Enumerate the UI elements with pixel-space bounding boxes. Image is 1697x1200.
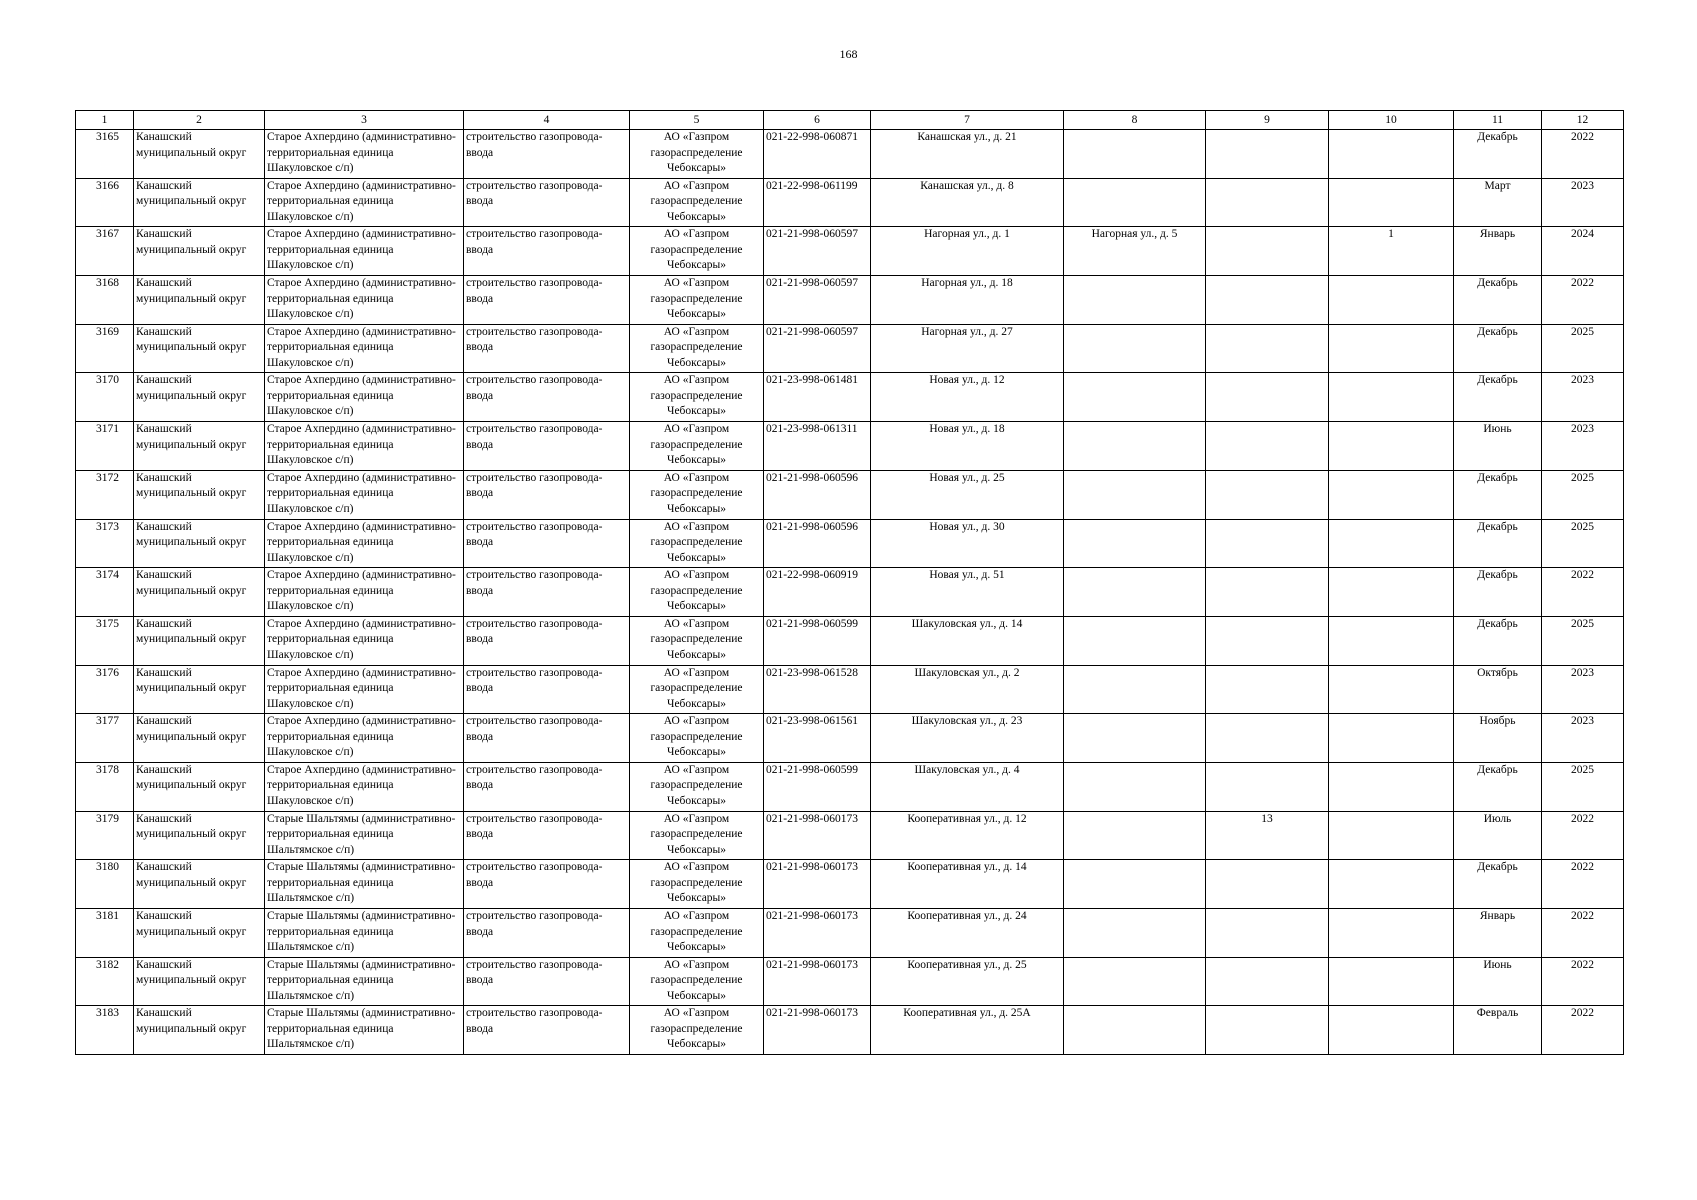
column-header: 6 [764,111,871,130]
cell-col-9 [1206,178,1329,227]
cell-district: Канашский муниципальный округ [134,957,265,1006]
cell-row-number: 3172 [76,470,134,519]
table-row [76,276,1624,325]
cell-address: Новая ул., д. 18 [871,422,1064,471]
cell-col-8 [1064,616,1206,665]
cell-settlement: Старое Ахпердино (административно-территориальная единица Шакуловское с/п) [265,227,464,276]
cell-col-10 [1329,276,1454,325]
cell-work-type: строительство газопровода-ввода [464,422,630,471]
cell-work-type: строительство газопровода-ввода [464,811,630,860]
cell-address: Канашская ул., д. 21 [871,130,1064,179]
cell-month: Ноябрь [1454,714,1542,763]
cell-district: Канашский муниципальный округ [134,616,265,665]
cell-col-8 [1064,811,1206,860]
column-header: 1 [76,111,134,130]
table-row [76,909,1624,958]
cell-settlement: Старое Ахпердино (административно-территориальная единица Шакуловское с/п) [265,616,464,665]
cell-col-10 [1329,568,1454,617]
cell-work-type: строительство газопровода-ввода [464,762,630,811]
cell-organization: АО «Газпром газораспределение Чебоксары» [630,714,764,763]
table-row [76,422,1624,471]
cell-year: 2025 [1542,519,1624,568]
cell-object-code: 021-23-998-061481 [764,373,871,422]
cell-district: Канашский муниципальный округ [134,665,265,714]
cell-district: Канашский муниципальный округ [134,714,265,763]
cell-organization: АО «Газпром газораспределение Чебоксары» [630,130,764,179]
cell-organization: АО «Газпром газораспределение Чебоксары» [630,470,764,519]
cell-settlement: Старые Шальтямы (административно-территориальная единица Шальтямское с/п) [265,909,464,958]
cell-object-code: 021-21-998-060173 [764,909,871,958]
table-row [76,714,1624,763]
table-row [76,470,1624,519]
cell-month: Июль [1454,811,1542,860]
table-row [76,665,1624,714]
cell-district: Канашский муниципальный округ [134,324,265,373]
cell-year: 2023 [1542,665,1624,714]
cell-settlement: Старые Шальтямы (административно-территориальная единица Шальтямское с/п) [265,860,464,909]
cell-year: 2022 [1542,130,1624,179]
cell-col-8 [1064,957,1206,1006]
cell-organization: АО «Газпром газораспределение Чебоксары» [630,811,764,860]
cell-col-10 [1329,422,1454,471]
cell-work-type: строительство газопровода-ввода [464,276,630,325]
cell-row-number: 3171 [76,422,134,471]
cell-year: 2024 [1542,227,1624,276]
cell-object-code: 021-22-998-060919 [764,568,871,617]
cell-year: 2023 [1542,714,1624,763]
page-number: 168 [839,47,858,61]
cell-col-9 [1206,422,1329,471]
cell-col-9 [1206,665,1329,714]
table-row [76,519,1624,568]
cell-organization: АО «Газпром газораспределение Чебоксары» [630,568,764,617]
cell-row-number: 3180 [76,860,134,909]
cell-col-9 [1206,568,1329,617]
cell-object-code: 021-21-998-060596 [764,519,871,568]
cell-settlement: Старое Ахпердино (административно-территориальная единица Шакуловское с/п) [265,130,464,179]
cell-organization: АО «Газпром газораспределение Чебоксары» [630,616,764,665]
column-header: 11 [1454,111,1542,130]
cell-object-code: 021-21-998-060173 [764,957,871,1006]
cell-settlement: Старые Шальтямы (административно-территориальная единица Шальтямское с/п) [265,957,464,1006]
cell-work-type: строительство газопровода-ввода [464,1006,630,1055]
cell-col-10 [1329,665,1454,714]
cell-col-8 [1064,373,1206,422]
cell-month: Июнь [1454,422,1542,471]
cell-organization: АО «Газпром газораспределение Чебоксары» [630,373,764,422]
cell-work-type: строительство газопровода-ввода [464,860,630,909]
cell-address: Шакуловская ул., д. 23 [871,714,1064,763]
cell-work-type: строительство газопровода-ввода [464,519,630,568]
cell-address: Новая ул., д. 51 [871,568,1064,617]
cell-year: 2025 [1542,616,1624,665]
cell-object-code: 021-21-998-060599 [764,616,871,665]
cell-year: 2025 [1542,762,1624,811]
cell-col-9 [1206,1006,1329,1055]
column-header: 3 [265,111,464,130]
cell-col-9 [1206,130,1329,179]
cell-district: Канашский муниципальный округ [134,762,265,811]
table-row [76,178,1624,227]
cell-address: Шакуловская ул., д. 14 [871,616,1064,665]
cell-col-9 [1206,616,1329,665]
cell-year: 2025 [1542,324,1624,373]
cell-row-number: 3181 [76,909,134,958]
cell-row-number: 3166 [76,178,134,227]
cell-col-10 [1329,860,1454,909]
cell-district: Канашский муниципальный округ [134,422,265,471]
cell-month: Декабрь [1454,130,1542,179]
cell-row-number: 3179 [76,811,134,860]
cell-address: Новая ул., д. 30 [871,519,1064,568]
cell-settlement: Старое Ахпердино (административно-территориальная единица Шакуловское с/п) [265,762,464,811]
cell-district: Канашский муниципальный округ [134,227,265,276]
cell-col-10 [1329,957,1454,1006]
cell-work-type: строительство газопровода-ввода [464,665,630,714]
cell-address: Канашская ул., д. 8 [871,178,1064,227]
cell-col-8 [1064,470,1206,519]
cell-address: Кооперативная ул., д. 14 [871,860,1064,909]
cell-work-type: строительство газопровода-ввода [464,714,630,763]
cell-row-number: 3174 [76,568,134,617]
cell-organization: АО «Газпром газораспределение Чебоксары» [630,957,764,1006]
cell-district: Канашский муниципальный округ [134,811,265,860]
cell-year: 2023 [1542,178,1624,227]
cell-month: Январь [1454,909,1542,958]
cell-work-type: строительство газопровода-ввода [464,178,630,227]
cell-settlement: Старое Ахпердино (административно-территориальная единица Шакуловское с/п) [265,714,464,763]
cell-settlement: Старые Шальтямы (административно-территориальная единица Шальтямское с/п) [265,811,464,860]
cell-organization: АО «Газпром газораспределение Чебоксары» [630,519,764,568]
cell-district: Канашский муниципальный округ [134,860,265,909]
cell-col-8 [1064,568,1206,617]
cell-object-code: 021-23-998-061561 [764,714,871,763]
cell-col-10 [1329,130,1454,179]
cell-district: Канашский муниципальный округ [134,568,265,617]
cell-object-code: 021-22-998-060871 [764,130,871,179]
column-header: 9 [1206,111,1329,130]
table-header [76,111,1624,130]
cell-object-code: 021-21-998-060597 [764,324,871,373]
cell-district: Канашский муниципальный округ [134,519,265,568]
cell-row-number: 3169 [76,324,134,373]
cell-organization: АО «Газпром газораспределение Чебоксары» [630,422,764,471]
cell-col-9 [1206,519,1329,568]
cell-col-9 [1206,909,1329,958]
cell-row-number: 3168 [76,276,134,325]
cell-col-8 [1064,276,1206,325]
cell-address: Кооперативная ул., д. 25А [871,1006,1064,1055]
cell-organization: АО «Газпром газораспределение Чебоксары» [630,227,764,276]
cell-object-code: 021-22-998-061199 [764,178,871,227]
cell-row-number: 3175 [76,616,134,665]
cell-row-number: 3183 [76,1006,134,1055]
cell-col-9 [1206,957,1329,1006]
cell-district: Канашский муниципальный округ [134,1006,265,1055]
cell-settlement: Старое Ахпердино (административно-территориальная единица Шакуловское с/п) [265,178,464,227]
cell-organization: АО «Газпром газораспределение Чебоксары» [630,1006,764,1055]
cell-settlement: Старые Шальтямы (административно-территориальная единица Шальтямское с/п) [265,1006,464,1055]
cell-settlement: Старое Ахпердино (административно-территориальная единица Шакуловское с/п) [265,276,464,325]
cell-month: Декабрь [1454,470,1542,519]
cell-address: Новая ул., д. 25 [871,470,1064,519]
table-body [76,130,1624,1055]
cell-settlement: Старое Ахпердино (административно-территориальная единица Шакуловское с/п) [265,324,464,373]
column-header: 7 [871,111,1064,130]
cell-month: Декабрь [1454,276,1542,325]
column-header: 5 [630,111,764,130]
cell-col-9 [1206,470,1329,519]
cell-address: Нагорная ул., д. 1 [871,227,1064,276]
cell-row-number: 3173 [76,519,134,568]
cell-row-number: 3170 [76,373,134,422]
cell-month: Январь [1454,227,1542,276]
cell-col-10 [1329,373,1454,422]
cell-col-10 [1329,519,1454,568]
cell-col-10: 1 [1329,227,1454,276]
cell-row-number: 3178 [76,762,134,811]
cell-month: Октябрь [1454,665,1542,714]
cell-col-8 [1064,860,1206,909]
cell-object-code: 021-21-998-060599 [764,762,871,811]
cell-address: Кооперативная ул., д. 24 [871,909,1064,958]
cell-col-8 [1064,422,1206,471]
cell-col-8 [1064,714,1206,763]
cell-settlement: Старое Ахпердино (административно-территориальная единица Шакуловское с/п) [265,568,464,617]
column-header: 4 [464,111,630,130]
cell-address: Новая ул., д. 12 [871,373,1064,422]
cell-settlement: Старое Ахпердино (административно-территориальная единица Шакуловское с/п) [265,519,464,568]
cell-work-type: строительство газопровода-ввода [464,909,630,958]
cell-col-9 [1206,762,1329,811]
cell-work-type: строительство газопровода-ввода [464,130,630,179]
cell-address: Шакуловская ул., д. 2 [871,665,1064,714]
table-row [76,957,1624,1006]
cell-address: Кооперативная ул., д. 12 [871,811,1064,860]
cell-col-10 [1329,470,1454,519]
cell-month: Декабрь [1454,324,1542,373]
cell-col-8 [1064,1006,1206,1055]
cell-year: 2022 [1542,1006,1624,1055]
cell-object-code: 021-23-998-061311 [764,422,871,471]
cell-work-type: строительство газопровода-ввода [464,470,630,519]
cell-col-8 [1064,519,1206,568]
cell-work-type: строительство газопровода-ввода [464,324,630,373]
cell-year: 2022 [1542,957,1624,1006]
cell-col-8 [1064,324,1206,373]
table-row [76,324,1624,373]
cell-col-9 [1206,276,1329,325]
gasification-registry-table [75,110,1624,1055]
cell-year: 2023 [1542,422,1624,471]
cell-organization: АО «Газпром газораспределение Чебоксары» [630,762,764,811]
cell-object-code: 021-23-998-061528 [764,665,871,714]
cell-col-10 [1329,762,1454,811]
cell-row-number: 3182 [76,957,134,1006]
cell-object-code: 021-21-998-060596 [764,470,871,519]
column-header: 8 [1064,111,1206,130]
table-row [76,762,1624,811]
table-row [76,568,1624,617]
cell-month: Декабрь [1454,568,1542,617]
cell-work-type: строительство газопровода-ввода [464,957,630,1006]
cell-col-10 [1329,909,1454,958]
cell-col-8 [1064,178,1206,227]
cell-year: 2023 [1542,373,1624,422]
cell-settlement: Старое Ахпердино (административно-территориальная единица Шакуловское с/п) [265,665,464,714]
cell-organization: АО «Газпром газораспределение Чебоксары» [630,324,764,373]
cell-row-number: 3167 [76,227,134,276]
cell-col-8 [1064,909,1206,958]
cell-col-9 [1206,714,1329,763]
cell-year: 2022 [1542,276,1624,325]
cell-work-type: строительство газопровода-ввода [464,373,630,422]
cell-col-10 [1329,1006,1454,1055]
table-row [76,860,1624,909]
cell-month: Декабрь [1454,373,1542,422]
cell-row-number: 3177 [76,714,134,763]
cell-year: 2025 [1542,470,1624,519]
cell-organization: АО «Газпром газораспределение Чебоксары» [630,665,764,714]
cell-district: Канашский муниципальный округ [134,130,265,179]
cell-address: Нагорная ул., д. 18 [871,276,1064,325]
cell-col-9 [1206,860,1329,909]
table-row [76,227,1624,276]
cell-col-8 [1064,762,1206,811]
table-row [76,1006,1624,1055]
cell-work-type: строительство газопровода-ввода [464,616,630,665]
cell-year: 2022 [1542,568,1624,617]
table-row [76,373,1624,422]
column-header: 2 [134,111,265,130]
cell-organization: АО «Газпром газораспределение Чебоксары» [630,860,764,909]
cell-month: Июнь [1454,957,1542,1006]
cell-col-8 [1064,665,1206,714]
cell-month: Декабрь [1454,762,1542,811]
cell-object-code: 021-21-998-060597 [764,276,871,325]
cell-organization: АО «Газпром газораспределение Чебоксары» [630,909,764,958]
cell-district: Канашский муниципальный округ [134,373,265,422]
table-row [76,616,1624,665]
cell-year: 2022 [1542,909,1624,958]
cell-col-10 [1329,178,1454,227]
cell-month: Февраль [1454,1006,1542,1055]
cell-work-type: строительство газопровода-ввода [464,227,630,276]
cell-district: Канашский муниципальный округ [134,909,265,958]
cell-col-10 [1329,616,1454,665]
cell-col-9 [1206,373,1329,422]
cell-object-code: 021-21-998-060173 [764,860,871,909]
cell-district: Канашский муниципальный округ [134,178,265,227]
cell-year: 2022 [1542,811,1624,860]
cell-col-10 [1329,324,1454,373]
cell-month: Декабрь [1454,519,1542,568]
cell-settlement: Старое Ахпердино (административно-территориальная единица Шакуловское с/п) [265,422,464,471]
cell-object-code: 021-21-998-060597 [764,227,871,276]
cell-month: Декабрь [1454,616,1542,665]
cell-col-8: Нагорная ул., д. 5 [1064,227,1206,276]
column-header: 10 [1329,111,1454,130]
cell-object-code: 021-21-998-060173 [764,811,871,860]
cell-col-8 [1064,130,1206,179]
cell-address: Шакуловская ул., д. 4 [871,762,1064,811]
cell-col-10 [1329,714,1454,763]
cell-district: Канашский муниципальный округ [134,470,265,519]
cell-object-code: 021-21-998-060173 [764,1006,871,1055]
cell-address: Кооперативная ул., д. 25 [871,957,1064,1006]
cell-organization: АО «Газпром газораспределение Чебоксары» [630,178,764,227]
cell-address: Нагорная ул., д. 27 [871,324,1064,373]
header-row [76,111,1624,130]
cell-col-9 [1206,324,1329,373]
column-header: 12 [1542,111,1624,130]
cell-month: Декабрь [1454,860,1542,909]
cell-month: Март [1454,178,1542,227]
cell-work-type: строительство газопровода-ввода [464,568,630,617]
cell-row-number: 3176 [76,665,134,714]
cell-organization: АО «Газпром газораспределение Чебоксары» [630,276,764,325]
cell-col-9 [1206,227,1329,276]
cell-district: Канашский муниципальный округ [134,276,265,325]
table-row [76,130,1624,179]
cell-col-10 [1329,811,1454,860]
cell-year: 2022 [1542,860,1624,909]
cell-settlement: Старое Ахпердино (административно-территориальная единица Шакуловское с/п) [265,470,464,519]
cell-row-number: 3165 [76,130,134,179]
cell-settlement: Старое Ахпердино (административно-территориальная единица Шакуловское с/п) [265,373,464,422]
cell-col-9: 13 [1206,811,1329,860]
table-row [76,811,1624,860]
